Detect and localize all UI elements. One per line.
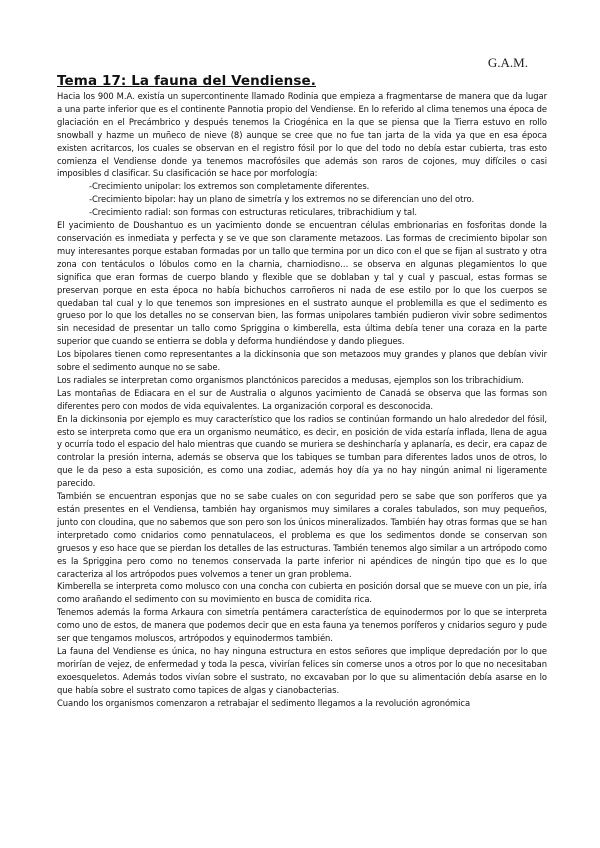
list-item-bipolar: -Crecimiento bipolar: hay un plano de simetría y los extremos no se diferencian uno del otro.: [89, 194, 475, 205]
paragraph-intro: Hacia los 900 M.A. existía un supercontinente llamado Rodinia que empieza a fragmentarse de manera que da lugar a una parte inferior que es el continente Pannotia propio del Vendiense. En lo referido al clima tenemos una época de glaciación en el Precámbrico y después tenemos la Criogénica en la que se piensa que la Tierra estuvo en rollo snowball y hazme un muñeco de nieve (8) aunque se cree que no fue tan jarta de la vida ya que en esa época existen acritarcos, los cuales se observan en el registro fósil por lo que del todo no debía estar cubierta, tras esto comienza el Vendiense donde ya tenemos macrofósiles que además son raros de cojones, muy difíciles o casi imposibles d clasificar. Su clasificación se hace por morfología:: [57, 91, 547, 179]
document-body: [57, 90, 547, 710]
paragraph-revolucion: Cuando los organismos comenzaron a retrabajar el sedimento llegamos a la revolución agronómica: [57, 697, 471, 708]
list-item-unipolar: -Crecimiento unipolar: los extremos son completamente diferentes.: [89, 181, 370, 192]
page-title: Tema 17: La fauna del Vendiense.: [57, 73, 316, 89]
paragraph-esponjas: También se encuentran esponjas que no se sabe cuales on con seguridad pero se sabe que son poríferos que ya están presentes en el Vendiensa, también hay organismos muy similares a corales tabulados, son muy pequeños, junto con cloudina, que no sabemos que son pero son los únicos mineralizados. También hay otras formas que se han interpretado como cnidarios como pennatulaceos, el problema es que los sedimentos donde se conservan son gruesos y eso hace que se pierdan los detalles de las estructuras. También tenemos algo similar a un artrópodo como es la Spriggina pero como no tenemos conservada la parte inferior ni apéndices de ningún tipo que es lo que caracteriza al los artrópodos pues volvemos a tener un gran problema.: [57, 491, 547, 579]
paragraph-arkaura: Tenemos además la forma Arkaura con simetría pentámera característica de equinodermos por lo que se interpreta como uno de estos, de manera que podemos decir que en esta fauna ya tenemos poríferos y cnidarios seguro y pude ser que tengamos moluscos, artrópodos y equinodermos también.: [57, 607, 547, 644]
author-initials: G.A.M.: [487, 55, 528, 70]
paragraph-doushantuo: El yacimiento de Doushantuo es un yacimiento donde se encuentran células embrionarias en fosforitas donde la conservación es inmediata y perfecta y se ve que son claramente metazoos. Las formas de crecimiento bipolar son muy interesantes porque estaban formadas por un tallo que termina por un dico con el que se fijan al sustrato y otra zona con tentáculos o lóbulos como en la charnia, charniodisno… se observa en algunas plegamientos lo que significa que eran formas de cuerpo blando y flexible que se doblaban y tal y cual y pascual, estas formas se preservan porque en esta época no había bichuchos carroñeros ni nada de ese estilo por lo que los cuerpos se quedaban tal cual y lo que tenemos son impresiones en el sustrato aunque el problemilla es que el sedimento es grueso por lo que los detalles no se conservan bien, las formas unipolares también pudieron vivir sobre sedimentos sin necesidad de presentar un tallo como Spriggina o kimberella, esta última debía tener una coraza en la parte superior que cuando se entierra se dobla y deforma hundiéndose y dando pliegues.: [57, 220, 547, 347]
paragraph-ediacara: Las montañas de Ediacara en el sur de Australia o algunos yacimiento de Canadá se observa que las formas son diferentes pero con modos de vida equivalentes. La organización corporal es desconocida.: [57, 387, 547, 411]
paragraph-fauna-unica: La fauna del Vendiense es única, no hay ninguna estructura en estos señores que implique depredación por lo que morirían de vejez, de enfermedad y toda la pesca, vivirían felices sin comerse unos a otros por lo que no necesitaban exoesqueletos. Además todos vivían sobre el sustrato, no excavaban por lo que su alimentación debía asarse en lo que había sobre el sustrato como tapices de algas y cianobacterias.: [57, 645, 547, 695]
paragraph-radiales: Los radiales se interpretan como organismos planctónicos parecidos a medusas, ejemplos son los tribrachidium.: [57, 374, 524, 385]
paragraph-kimberella: Kimberella se interpreta como molusco con una concha con cubierta en posición dorsal que se mueve con un pie, iría como arañando el sedimento con su movimiento en busca de comidita rica.: [57, 581, 547, 605]
list-item-radial: -Crecimiento radial: son formas con estructuras reticulares, tribrachidium y tal.: [89, 207, 418, 218]
paragraph-bipolares: Los bipolares tienen como representantes a la dickinsonia que son metazoos muy grandes y planos que debían vivir sobre el sedimento aunque no se sabe.: [57, 349, 547, 373]
paragraph-dickinsonia: En la dickinsonia por ejemplo es muy característico que los radios se continúan formando un halo alrededor del fósil, esto se interpreta como que era un organismo neumático, es decir, en posición de vida estaría inflada, llena de agua y ocurría todo el espacio del halo mientras que cuando se muriera se deshincharía y aplanaría, es decir, era capaz de controlar la presión interna, además se observa que los tabiques se tumban para diferentes lados unos de otros, lo que le da peso a esta suposición, es como una zodiac, además hoy día ya no hay ningún animal ni ligeramente parecido.: [57, 413, 547, 489]
